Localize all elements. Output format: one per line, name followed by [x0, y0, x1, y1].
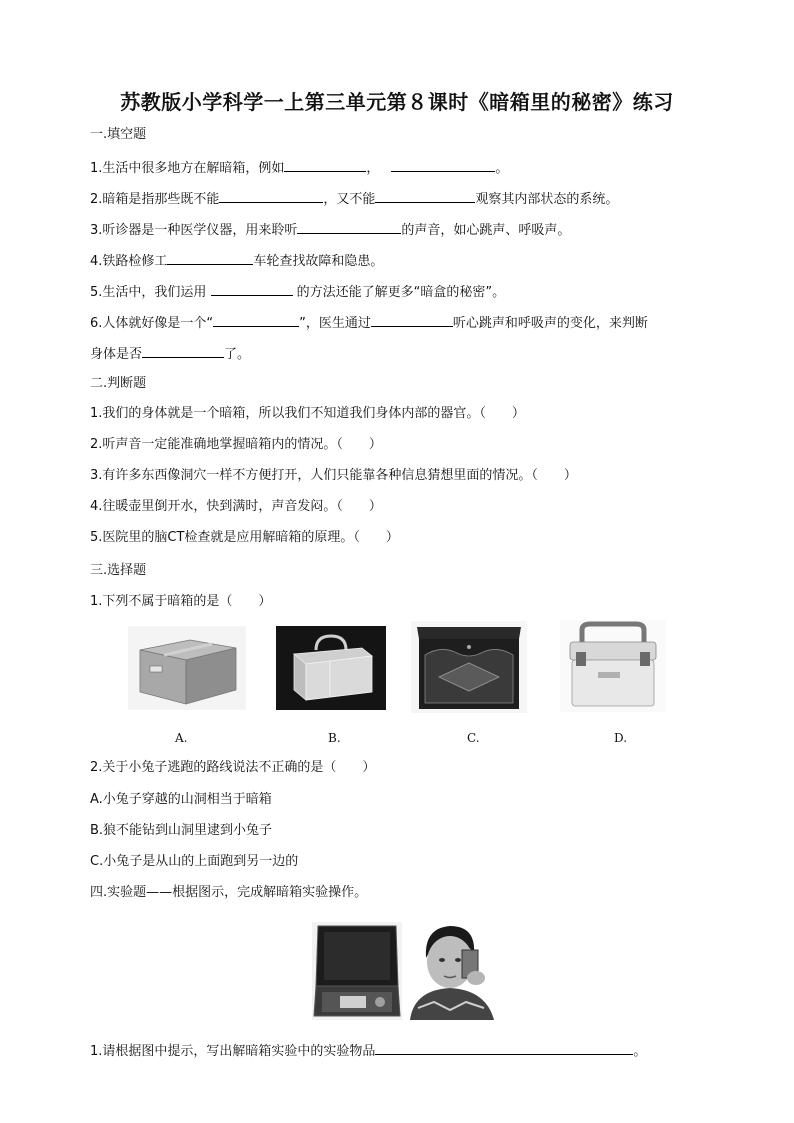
option-a-label: A. — [175, 731, 188, 745]
fill-q4-text-a: 4.铁路检修工 — [90, 254, 168, 269]
fill-q1-blank-2[interactable] — [391, 158, 495, 172]
fill-q6-cont-text-b: 了。 — [224, 347, 251, 362]
fill-q6 — [90, 313, 648, 332]
fill-q2 — [90, 189, 618, 208]
mystery-box-image — [312, 922, 402, 1020]
experiment-q1-text-b: 。 — [633, 1044, 647, 1059]
choice-q1: 1.下列不属于暗箱的是（ ） — [90, 594, 272, 609]
option-b-label: B. — [328, 731, 341, 745]
fill-q6-blank-2[interactable] — [371, 313, 453, 327]
fill-q6-blank-1[interactable] — [213, 313, 299, 327]
fill-q1 — [90, 158, 508, 177]
choice-q2-option-a: A.小兔子穿越的山洞相当于暗箱 — [90, 792, 272, 807]
fill-q6-continued — [90, 344, 250, 363]
judge-q3: 3.有许多东西像洞穴一样不方便打开，人们只能靠各种信息猜想里面的情况。（ ） — [90, 468, 577, 483]
experiment-q1-blank[interactable] — [375, 1041, 633, 1055]
fill-q1-text-a: 1.生活中很多地方在解暗箱，例如 — [90, 161, 285, 176]
choice-q2: 2.关于小兔子逃跑的路线说法不正确的是（ ） — [90, 760, 376, 775]
judge-q4: 4.往暖壶里倒开水，快到满时，声音发闷。（ ） — [90, 499, 382, 514]
judge-q5: 5.医院里的脑CT检查就是应用解暗箱的原理。（ ） — [90, 530, 399, 545]
fill-q3-blank-1[interactable] — [297, 220, 401, 234]
fill-q4-blank-1[interactable] — [167, 251, 253, 265]
fill-q5-text-b: 的方法还能了解更多“暗盒的秘密”。 — [292, 285, 506, 300]
fill-q4-text-b: 车轮查找故障和隐患。 — [253, 254, 384, 269]
page-title: 苏教版小学科学一上第三单元第８课时《暗箱里的秘密》练习 — [120, 90, 674, 114]
fill-q5-text-a: 5.生活中，我们运用 — [90, 285, 211, 300]
fill-q6-text-a: 6.人体就好像是一个“ — [90, 316, 214, 331]
wooden-chest-image — [411, 621, 527, 713]
fill-q2-blank-2[interactable] — [375, 189, 475, 203]
fill-q1-text-c: 。 — [495, 161, 509, 176]
experiment-q1-text-a: 1.请根据图中提示，写出解暗箱实验中的实验物品 — [90, 1044, 376, 1059]
option-d-label: D. — [614, 731, 628, 745]
fill-q2-text-a2: 2.暗箱是指那些既不能 — [90, 192, 220, 207]
fill-q2-text-b: ，又不能 — [323, 192, 376, 207]
fill-q4 — [90, 251, 383, 270]
fill-q6-text-c: 听心跳声和呼吸声的变化，来判断 — [452, 316, 648, 331]
fill-q2-blank-1[interactable] — [219, 189, 323, 203]
section3-heading: 三.选择题 — [90, 563, 147, 578]
section2-heading: 二.判断题 — [90, 376, 147, 391]
fill-q5 — [90, 282, 505, 301]
judge-q1: 1.我们的身体就是一个暗箱，所以我们不知道我们身体内部的器官。（ ） — [90, 406, 525, 421]
choice-q2-option-b: B.狼不能钻到山洞里逮到小兔子 — [90, 823, 273, 838]
section4-heading: 四.实验题——根据图示，完成解暗箱实验操作。 — [90, 885, 368, 900]
fill-q1-text-b: ， — [366, 161, 380, 176]
fill-q5-blank-1[interactable] — [211, 282, 293, 296]
fill-q6-cont-text-a: 身体是否 — [90, 347, 143, 362]
section1-heading: 一.填空题 — [90, 127, 147, 142]
option-c-label: C. — [467, 731, 480, 745]
clear-plastic-box-image — [276, 626, 386, 710]
experiment-q1 — [90, 1041, 646, 1060]
cardboard-box-image — [128, 626, 246, 710]
fill-q1-blank-1[interactable] — [284, 158, 366, 172]
fill-q6-text-b: ”，医生通过 — [299, 316, 371, 331]
cooler-box-image — [560, 620, 666, 712]
fill-q3-text-a: 3.听诊器是一种医学仪器，用来聆听 — [90, 223, 298, 238]
fill-q2-text-c: 观察其内部状态的系统。 — [475, 192, 619, 207]
fill-q3-text-b: 的声音，如心跳声、呼吸声。 — [401, 223, 571, 238]
fill-q3 — [90, 220, 570, 239]
boy-listening-image — [404, 918, 500, 1020]
choice-q2-option-c: C.小兔子是从山的上面跑到另一边的 — [90, 854, 299, 869]
judge-q2: 2.听声音一定能准确地掌握暗箱内的情况。（ ） — [90, 437, 382, 452]
fill-q6-blank-3[interactable] — [142, 344, 224, 358]
